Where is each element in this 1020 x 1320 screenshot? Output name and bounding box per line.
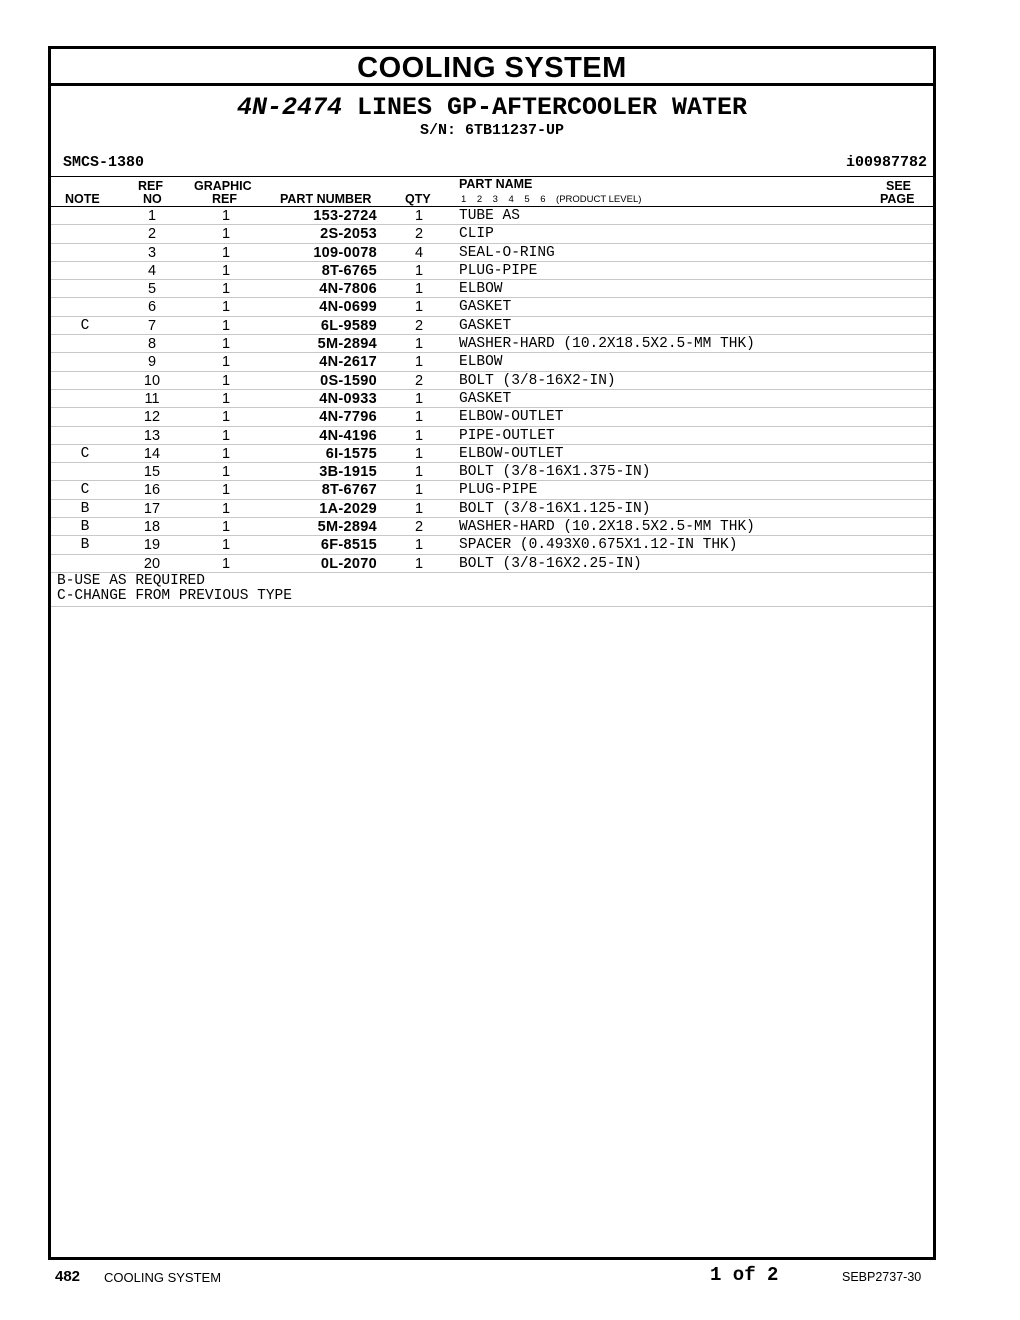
header-qty: QTY — [405, 192, 431, 206]
part-number-cell: 5M-2894 — [317, 519, 377, 536]
header-see-bottom: PAGE — [880, 192, 915, 206]
part-number-cell: 5M-2894 — [317, 336, 377, 353]
graphic-ref-cell: 1 — [221, 372, 231, 389]
part-number-cell: 6L-9589 — [320, 317, 377, 334]
graphic-ref-cell: 1 — [221, 354, 231, 371]
part-number-cell: 8T-6765 — [321, 262, 377, 279]
note-c: C-CHANGE FROM PREVIOUS TYPE — [57, 588, 292, 605]
part-number-cell: 6F-8515 — [320, 537, 377, 554]
table-row — [51, 317, 933, 335]
ref-no-cell: 10 — [143, 372, 161, 389]
table-row — [51, 372, 933, 390]
part-number-cell: 6I-1575 — [325, 445, 377, 462]
note-cell: C — [80, 482, 90, 499]
qty-cell: 2 — [414, 226, 424, 243]
qty-cell: 2 — [414, 372, 424, 389]
ref-no-cell: 20 — [143, 555, 161, 572]
table-row — [51, 536, 933, 554]
ref-no-cell: 6 — [147, 299, 157, 316]
part-name-cell: TUBE AS — [459, 208, 520, 224]
notes-block — [51, 573, 933, 607]
ref-no-cell: 14 — [143, 445, 161, 462]
graphic-ref-cell: 1 — [221, 464, 231, 481]
note-cell: C — [80, 317, 90, 334]
qty-cell: 1 — [414, 390, 424, 407]
ref-no-cell: 11 — [144, 390, 160, 407]
table-row — [51, 463, 933, 481]
footer-page-of: 1 of 2 — [710, 1264, 779, 1286]
header-graphic-top: GRAPHIC — [194, 179, 252, 193]
header-part-number: PART NUMBER — [280, 192, 372, 206]
part-name-cell: BOLT (3/8-16X2.25-IN) — [459, 555, 642, 572]
qty-cell: 1 — [414, 354, 424, 371]
qty-cell: 1 — [414, 537, 424, 554]
table-header — [51, 176, 933, 207]
qty-cell: 1 — [414, 336, 424, 353]
footer-doc-id: SEBP2737-30 — [842, 1270, 922, 1284]
serial-range: S/N: 6TB11237-UP — [419, 122, 565, 139]
table-row — [51, 408, 933, 426]
part-name-cell: SPACER (0.493X0.675X1.12-IN THK) — [459, 537, 738, 554]
qty-cell: 1 — [414, 299, 424, 316]
graphic-ref-cell: 1 — [221, 262, 231, 279]
ref-no-cell: 7 — [147, 317, 157, 334]
graphic-ref-cell: 1 — [221, 500, 231, 517]
table-row — [51, 207, 933, 225]
group-part-number: 4N-2474 — [236, 93, 342, 122]
graphic-ref-cell: 1 — [221, 226, 231, 243]
header-see-top: SEE — [886, 179, 912, 193]
part-number-cell: 0S-1590 — [320, 372, 377, 389]
graphic-ref-cell: 1 — [221, 299, 231, 316]
table-row — [51, 555, 933, 573]
smcs-code: SMCS-1380 — [63, 154, 145, 171]
qty-cell: 1 — [414, 262, 424, 279]
part-name-cell: WASHER-HARD (10.2X18.5X2.5-MM THK) — [459, 519, 755, 536]
header-part-name: PART NAME — [459, 177, 533, 191]
table-row — [51, 481, 933, 499]
part-number-cell: 4N-2617 — [319, 354, 377, 371]
group-name: LINES GP-AFTERCOOLER WATER — [356, 93, 748, 122]
part-number-cell: 4N-0933 — [319, 390, 377, 407]
graphic-ref-cell: 1 — [221, 208, 231, 224]
header-graphic-bottom: REF — [212, 192, 237, 206]
smcs-row — [51, 154, 933, 176]
ref-no-cell: 15 — [143, 464, 161, 481]
part-number-cell: 3B-1915 — [319, 464, 377, 481]
table-row — [51, 445, 933, 463]
part-name-cell: ELBOW-OUTLET — [459, 409, 564, 426]
graphic-ref-cell: 1 — [221, 482, 231, 499]
graphic-ref-cell: 1 — [221, 244, 231, 261]
graphic-ref-cell: 1 — [221, 281, 231, 298]
part-number-cell: 4N-7796 — [319, 409, 377, 426]
part-name-cell: ELBOW — [459, 281, 503, 298]
graphic-ref-cell: 1 — [221, 390, 231, 407]
part-name-cell: GASKET — [459, 317, 512, 334]
header-ref-top: REF — [138, 179, 163, 193]
ref-no-cell: 3 — [147, 244, 157, 261]
part-name-cell: CLIP — [459, 226, 494, 243]
ref-no-cell: 9 — [147, 354, 157, 371]
qty-cell: 2 — [414, 317, 424, 334]
part-number-cell: 2S-2053 — [320, 226, 377, 243]
qty-cell: 1 — [414, 208, 424, 224]
table-row — [51, 280, 933, 298]
qty-cell: 4 — [414, 244, 424, 261]
table-row — [51, 262, 933, 280]
part-name-cell: BOLT (3/8-16X1.375-IN) — [459, 464, 651, 481]
table-row — [51, 518, 933, 536]
page-footer — [0, 1266, 1020, 1288]
qty-cell: 1 — [414, 482, 424, 499]
part-name-cell: SEAL-O-RING — [459, 244, 555, 261]
qty-cell: 1 — [414, 555, 424, 572]
graphic-ref-cell: 1 — [221, 519, 231, 536]
part-number-cell: 1A-2029 — [319, 500, 377, 517]
qty-cell: 1 — [414, 427, 424, 444]
part-number-cell: 109-0078 — [313, 244, 377, 261]
ref-no-cell: 2 — [147, 226, 157, 243]
part-name-cell: ELBOW — [459, 354, 503, 371]
note-cell: B — [80, 519, 90, 536]
table-row — [51, 335, 933, 353]
section-title: COOLING SYSTEM — [51, 49, 933, 86]
ref-no-cell: 5 — [147, 281, 157, 298]
group-title — [51, 94, 933, 122]
graphic-ref-cell: 1 — [221, 336, 231, 353]
qty-cell: 2 — [414, 519, 424, 536]
illustration-id: i00987782 — [845, 154, 927, 171]
header-note: NOTE — [65, 192, 100, 206]
parts-table-body — [51, 207, 933, 573]
qty-cell: 1 — [414, 281, 424, 298]
note-cell: B — [80, 537, 90, 554]
part-name-cell: PLUG-PIPE — [459, 262, 538, 279]
page-frame — [48, 46, 936, 1260]
table-row — [51, 225, 933, 243]
note-b: B-USE AS REQUIRED — [57, 572, 205, 589]
graphic-ref-cell: 1 — [221, 317, 231, 334]
part-name-cell: BOLT (3/8-16X1.125-IN) — [459, 500, 651, 517]
table-row — [51, 390, 933, 408]
part-name-cell: WASHER-HARD (10.2X18.5X2.5-MM THK) — [459, 336, 755, 353]
part-name-cell: BOLT (3/8-16X2-IN) — [459, 372, 616, 389]
graphic-ref-cell: 1 — [221, 445, 231, 462]
part-name-cell: PIPE-OUTLET — [459, 427, 555, 444]
table-row — [51, 500, 933, 518]
table-row — [51, 427, 933, 445]
graphic-ref-cell: 1 — [221, 409, 231, 426]
part-number-cell: 4N-7806 — [319, 281, 377, 298]
part-number-cell: 153-2724 — [313, 208, 377, 224]
table-row — [51, 244, 933, 262]
part-number-cell: 4N-4196 — [319, 427, 377, 444]
header-product-level: 1 2 3 4 5 6 (PRODUCT LEVEL) — [461, 194, 642, 205]
note-cell: B — [80, 500, 90, 517]
qty-cell: 1 — [414, 409, 424, 426]
part-name-cell: GASKET — [459, 390, 512, 407]
ref-no-cell: 4 — [147, 262, 157, 279]
ref-no-cell: 18 — [143, 519, 161, 536]
qty-cell: 1 — [414, 500, 424, 517]
table-row — [51, 298, 933, 316]
table-row — [51, 353, 933, 371]
graphic-ref-cell: 1 — [221, 537, 231, 554]
part-number-cell: 0L-2070 — [320, 555, 377, 572]
ref-no-cell: 12 — [143, 409, 161, 426]
part-name-cell: PLUG-PIPE — [459, 482, 538, 499]
footer-page-number: 482 — [55, 1268, 81, 1285]
note-cell: C — [80, 445, 90, 462]
ref-no-cell: 19 — [143, 537, 161, 554]
part-number-cell: 8T-6767 — [321, 482, 377, 499]
part-number-cell: 4N-0699 — [319, 299, 377, 316]
qty-cell: 1 — [414, 464, 424, 481]
graphic-ref-cell: 1 — [221, 427, 231, 444]
footer-section: COOLING SYSTEM — [104, 1270, 222, 1285]
ref-no-cell: 1 — [147, 208, 157, 224]
header-ref-bottom: NO — [143, 192, 162, 206]
part-name-cell: ELBOW-OUTLET — [459, 445, 564, 462]
graphic-ref-cell: 1 — [221, 555, 231, 572]
part-name-cell: GASKET — [459, 299, 512, 316]
ref-no-cell: 13 — [143, 427, 161, 444]
ref-no-cell: 17 — [143, 500, 161, 517]
qty-cell: 1 — [414, 445, 424, 462]
ref-no-cell: 16 — [143, 482, 161, 499]
ref-no-cell: 8 — [147, 336, 157, 353]
